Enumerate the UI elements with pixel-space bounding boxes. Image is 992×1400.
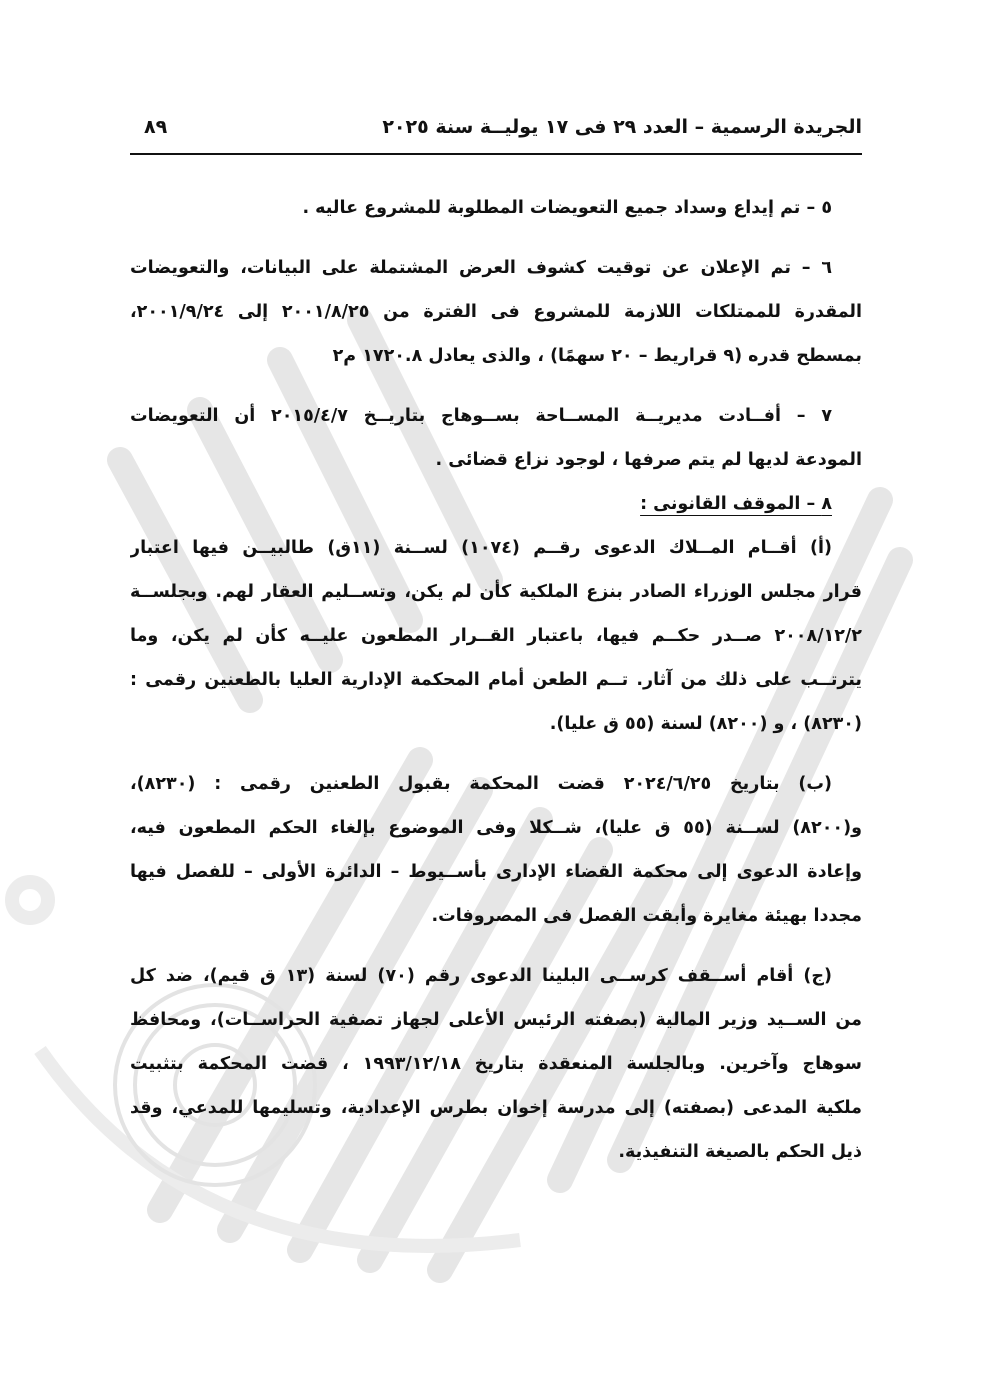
paragraph-c-line-1: (ج) أقام أســقف كرســى البلينا الدعوى رقم (٧٠) لسنة (١٣ ق قيم)، ضد كل (130, 966, 832, 986)
document-body (130, 186, 862, 1174)
paragraph-c-line-3: سوهاج وآخرين. وبالجلسة المنعقدة بتاريخ ١٩٩٣/١٢/١٨ ، قضت المحكمة بتثبيت (130, 1054, 862, 1074)
page-header (130, 112, 862, 152)
paragraph-c-line-5: ذيل الحكم بالصيغة التنفيذية. (618, 1142, 862, 1162)
header-title: الجريدة الرسمية – العدد ٢٩ فى ١٧ يوليــة سنة ٢٠٢٥ (382, 116, 862, 138)
paragraph-a-line-1: (أ) أقــام المــلاك الدعوى رقــم (١٠٧٤) لســنة (١١ق) طالبيــن فيها اعتبار (130, 538, 832, 558)
page-number: ٨٩ (144, 116, 168, 138)
paragraph-b-line-1: (ب) بتاريخ ٢٠٢٤/٦/٢٥ قضت المحكمة بقبول الطعنين رقمى : (٨٢٣٠)، (130, 774, 832, 794)
header-divider (130, 153, 862, 155)
paragraph-c-line-2: من الســيد وزير المالية (بصفته الرئيس الأعلى لجهاز تصفية الحراســات)، ومحافظ (130, 1010, 862, 1030)
paragraph-item-7-line-2: المودعة لديها لم يتم صرفها ، لوجود نزاع قضائى . (435, 450, 862, 470)
paragraph-c-line-4: ملكية المدعى (بصفته) إلى مدرسة إخوان بطرس الإعدادية، وتسليمها للمدعي، وقد (130, 1098, 862, 1118)
paragraph-a-line-4: يترتــب على ذلك من آثار. تــم الطعن أمام المحكمة الإدارية العليا بالطعنين رقمى : (130, 670, 862, 690)
paragraph-item-6-line-1: ٦ – تم الإعلان عن توقيت كشوف العرض المشتملة على البيانات، والتعويضات (130, 258, 832, 278)
paragraph-b-line-3: وإعادة الدعوى إلى محكمة القضاء الإدارى بأســيوط – الدائرة الأولى – للفصل فيها (130, 862, 862, 882)
section-heading-text: ٨ – الموقف القانونى : (640, 494, 832, 514)
paragraph-item-5: ٥ – تم إيداع وسداد جميع التعويضات المطلوبة للمشروع عاليه . (302, 198, 832, 218)
paragraph-item-6-line-3: بمسطح قدره (٩ قراريط – ٢٠ سهمًا) ، والذى يعادل ١٧٢٠.٨ م٢ (332, 346, 862, 366)
paragraph-a-line-3: ٢٠٠٨/١٢/٢ صــدر حكــم فيها، باعتبار القــرار المطعون عليــه كأن لم يكن، وما (130, 626, 862, 646)
paragraph-item-6-line-2: المقدرة للممتلكات اللازمة للمشروع فى الفترة من ٢٠٠١/٨/٢٥ إلى ٢٠٠١/٩/٢٤، (130, 302, 862, 322)
paragraph-b-line-4: مجددا بهيئة مغايرة وأبقت الفصل فى المصروفات. (431, 906, 862, 926)
paragraph-a-line-2: قرار مجلس الوزراء الصادر بنزع الملكية كأن لم يكن، وتســليم العقار لهم. وبجلســة (130, 582, 862, 602)
section-heading-legal-position (130, 482, 862, 526)
paragraph-a-line-5: (٨٢٣٠) ، و (٨٢٠٠) لسنة (٥٥ ق عليا). (549, 714, 862, 734)
paragraph-item-7-line-1: ٧ – أفــادت مديريــة المســاحة بســوهاج بتاريــخ ٢٠١٥/٤/٧ أن التعويضات (130, 406, 832, 426)
paragraph-b-line-2: و(٨٢٠٠) لســنة (٥٥ ق عليا)، شــكلا وفى الموضوع بإلغاء الحكم المطعون فيه، (130, 818, 862, 838)
